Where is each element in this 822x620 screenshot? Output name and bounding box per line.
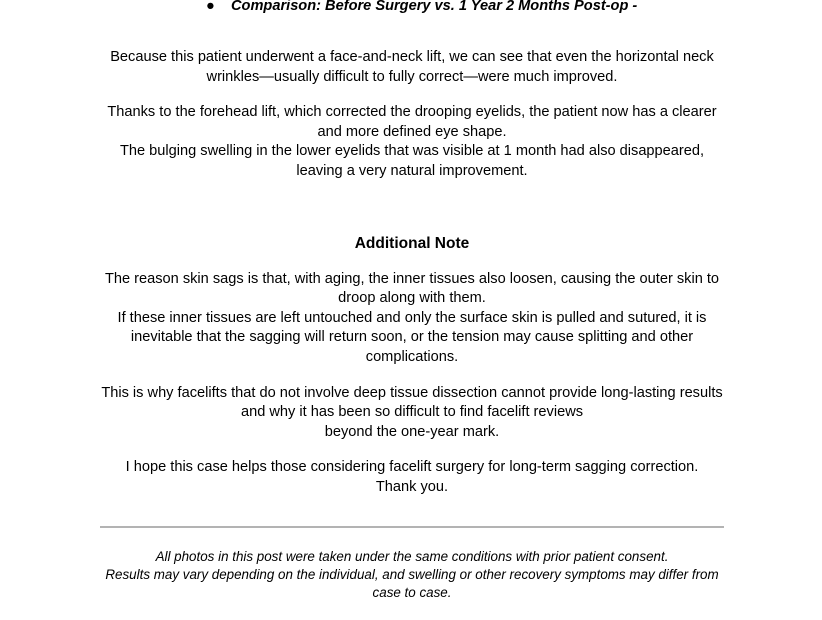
skin-sag-line-cause: The reason skin sags is that, with aging, the inner tissues also loosen, causing the outer skin to droop along with them.: [104, 270, 720, 307]
disclaimer-line-results: Results may vary depending on the individual, and swelling or other recovery symptoms may differ from case to case.: [105, 566, 719, 600]
disclaimer-line-consent: All photos in this post were taken under the same conditions with prior patient consent.: [155, 548, 669, 564]
eyelid-line-forehead-lift: Thanks to the forehead lift, which corrected the drooping eyelids, the patient now has a clearer and more defined eye shape.: [107, 104, 717, 140]
comparison-heading: Comparison: Before Surgery vs. 1 Year 2 Months Post-op -: [231, 0, 638, 14]
closing-line-thanks: Thank you.: [375, 478, 449, 495]
deep-tissue-line-end: beyond the one-year mark.: [324, 423, 500, 440]
closing-paragraph: [100, 458, 724, 497]
horizontal-divider: [100, 526, 724, 528]
bullet-icon: ●: [206, 0, 215, 14]
disclaimer-note: [100, 548, 724, 602]
neck-improvement-paragraph: Because this patient underwent a face-and-neck lift, we can see that even the horizontal neck wrinkles—usually difficult to fully correct—were much improved.: [110, 49, 714, 85]
closing-line-hope: I hope this case helps those considering facelift surgery for long-term sagging correction.: [125, 459, 699, 476]
skin-sag-paragraph: [100, 270, 724, 368]
eyelid-line-lower-swelling: The bulging swelling in the lower eyelids that was visible at 1 month had also disappeared, leaving a very natural improvement.: [119, 143, 705, 179]
document-body: [100, 0, 724, 602]
comparison-bullet: [100, 0, 724, 17]
eyelid-improvement-paragraph: [100, 103, 724, 181]
skin-sag-line-consequence: If these inner tissues are left untouched and only the surface skin is pulled and sutured, it is inevitable that the sagging will return soon, or the tension may cause splitting and other complications.: [117, 309, 707, 365]
deep-tissue-line-main: This is why facelifts that do not involve deep tissue dissection cannot provide long-lasting results and why it has been so difficult to find facelift reviews: [101, 384, 723, 421]
deep-tissue-paragraph: [100, 384, 724, 443]
additional-note-heading: Additional Note: [354, 234, 470, 252]
